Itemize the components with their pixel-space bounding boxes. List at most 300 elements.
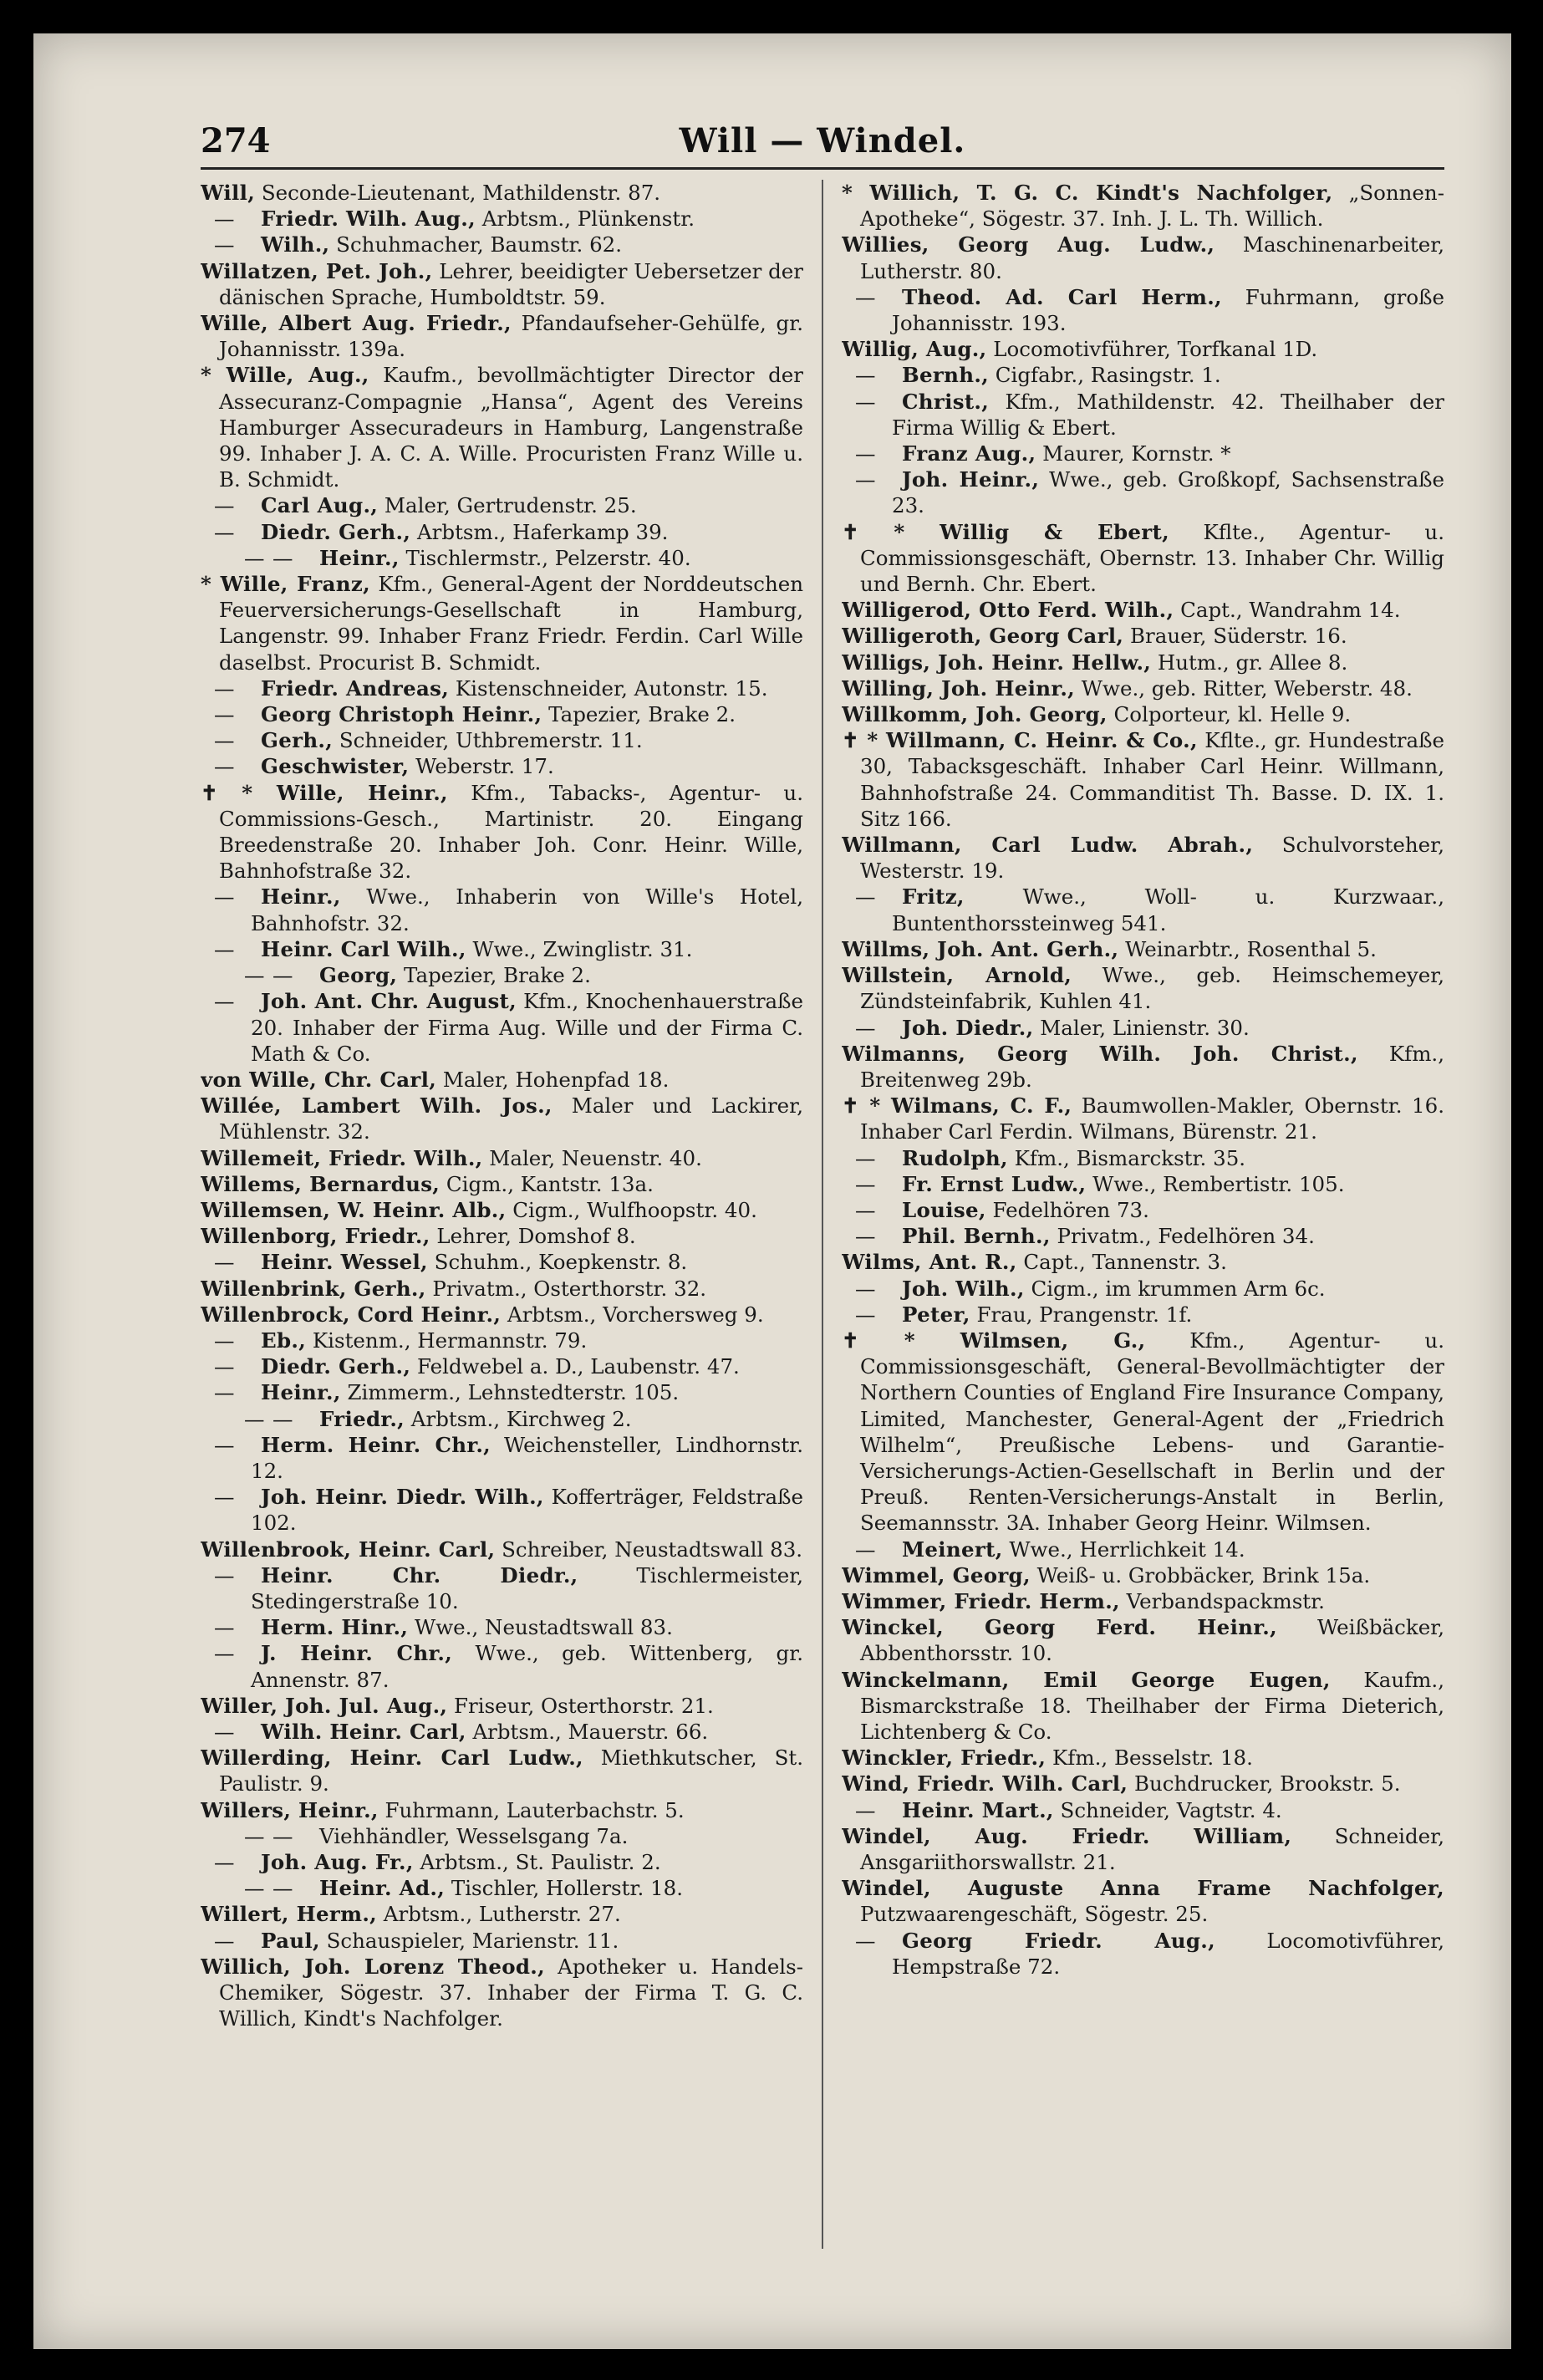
entry-details: Weinarbtr., Rosenthal 5. (1118, 936, 1377, 961)
entry-name: ✝ * Wilmans, C. F., (842, 1093, 1072, 1119)
ditto-dash: — (855, 467, 876, 492)
ditto-dash: — (214, 232, 235, 257)
ditto-dash: — (272, 1406, 293, 1431)
directory-entry (842, 441, 1444, 466)
ditto-dash: — (244, 1876, 265, 1901)
entry-details: Lehrer, Domshof 8. (430, 1224, 636, 1249)
directory-entry (842, 284, 1444, 336)
directory-entry (842, 1614, 1444, 1666)
directory-entry (201, 988, 803, 1067)
entry-name: Willenbrink, Gerh., (201, 1276, 426, 1301)
entry-name: * Willich, T. G. C. Kindt's Nachfolger, (842, 181, 1333, 205)
entry-details: Schulvorsteher, Westerstr. 19. (860, 833, 1444, 884)
entry-details: Arbtsm., Kirchweg 2. (405, 1406, 632, 1431)
ditto-dash: — (855, 389, 876, 414)
right-column (842, 180, 1444, 2249)
entry-name: Willigs, Joh. Heinr. Hellw., (842, 650, 1152, 675)
directory-entry (201, 1093, 803, 1144)
entry-name: Heinr. Ad., (319, 1876, 446, 1901)
ditto-dash: — (855, 1171, 876, 1196)
entry-details: Friseur, Osterthorstr. 21. (447, 1693, 714, 1718)
entry-name: Christ., (902, 389, 990, 414)
entry-details: Capt., Tannenstr. 3. (1016, 1250, 1227, 1275)
entry-details: Arbtsm., Lutherstr. 27. (377, 1902, 621, 1927)
directory-entry (842, 1197, 1444, 1223)
entry-details: Seconde-Lieutenant, Mathildenstr. 87. (255, 181, 661, 205)
entry-name: * Wille, Aug., (201, 363, 369, 388)
entry-name: Heinr. Mart., (902, 1797, 1054, 1822)
directory-entry (201, 571, 803, 675)
entry-details: Schuhm., Koepkenstr. 8. (427, 1250, 688, 1275)
entry-details: Tischlermstr., Pelzerstr. 40. (399, 545, 691, 570)
entry-name: Friedr., (319, 1406, 405, 1431)
directory-entry (842, 1823, 1444, 1875)
entry-details: Maler und Lackirer, Mühlenstr. 32. (219, 1093, 803, 1144)
entry-details: Kistenm., Hermannstr. 79. (306, 1328, 588, 1353)
entry-name: Wilmanns, Georg Wilh. Joh. Christ., (842, 1041, 1358, 1066)
directory-entry (201, 1484, 803, 1536)
directory-entry (201, 1302, 803, 1328)
entry-details: Arbtsm., Mauerstr. 66. (466, 1719, 709, 1744)
entry-details: Kfm., Tabacks-, Agentur- u. Commissions-Gesch., Martinistr. 20. Eingang Breedenstraße 20. Inhaber Joh. Conr. Heinr. Wille, Bahnhofstraße 32. (219, 780, 803, 884)
entry-name: Friedr. Andreas, (261, 675, 450, 701)
directory-entry (842, 1041, 1444, 1093)
entry-name: Theod. Ad. Carl Herm., (902, 284, 1222, 309)
entry-name: Georg Friedr. Aug., (902, 1928, 1215, 1953)
entry-details: Fuhrmann, Lauterbachstr. 5. (378, 1797, 685, 1822)
entry-name: Willigerod, Otto Ferd. Wilh., (842, 598, 1174, 623)
ditto-dash: — (214, 1250, 235, 1275)
entry-details: Frau, Prangenstr. 1f. (970, 1302, 1193, 1327)
entry-name: Bernh., (902, 363, 989, 388)
entry-details: Colporteur, kl. Helle 9. (1107, 702, 1352, 727)
entry-name: Windel, Auguste Anna Frame Nachfolger, (842, 1876, 1444, 1901)
directory-entry (201, 675, 803, 701)
directory-entry (201, 1562, 803, 1614)
entry-name: Wind, Friedr. Wilh. Carl, (842, 1771, 1128, 1796)
directory-entry (842, 1223, 1444, 1249)
entry-details: Kflte., Agentur- u. Commissionsgeschäft, Obernstr. 13. Inhaber Chr. Willig und Bernh. Chr. Ebert. (860, 519, 1444, 597)
directory-entry (201, 206, 803, 232)
ditto-dash: — (214, 1380, 235, 1405)
entry-details: Locomotivführer, Torfkanal 1D. (986, 337, 1318, 362)
entry-details: Kfm., Mathildenstr. 42. Theilhaber der Firma Willig & Ebert. (892, 389, 1444, 440)
ditto-dash: — (214, 754, 235, 779)
entry-details: Kfm., Besselstr. 18. (1046, 1746, 1253, 1771)
entry-details: Wwe., geb. Wittenberg, gr. Annenstr. 87. (251, 1641, 803, 1692)
entry-name: Herm. Hinr., (261, 1615, 409, 1640)
directory-entry (842, 1015, 1444, 1041)
ditto-dash: — (272, 1823, 293, 1848)
entry-name: Friedr. Wilh. Aug., (261, 206, 476, 232)
directory-entry (842, 1928, 1444, 1980)
entry-name: Wilms, Ant. R., (842, 1250, 1017, 1275)
directory-entry (842, 832, 1444, 884)
directory-entry (201, 1954, 803, 2032)
directory-entry (842, 1771, 1444, 1796)
entry-name: Georg Christoph Heinr., (261, 702, 542, 727)
directory-entry (201, 1276, 803, 1302)
entry-name: Joh. Ant. Chr. August, (261, 989, 517, 1014)
left-column (201, 180, 803, 2249)
entry-name: Heinr., (319, 545, 400, 570)
entry-details: Zimmerm., Lehnstedterstr. 105. (340, 1380, 680, 1405)
entry-name: ✝ * Wilmsen, G., (842, 1328, 1146, 1353)
entry-details: Kfm., Breitenweg 29b. (860, 1041, 1444, 1092)
entry-details: Cigm., im krummen Arm 6c. (1024, 1276, 1326, 1301)
ditto-dash: — (272, 545, 293, 570)
directory-entry (201, 519, 803, 545)
directory-entry (842, 1562, 1444, 1588)
directory-entry (201, 492, 803, 518)
entry-name: Franz Aug., (902, 441, 1036, 466)
entry-details: Cigm., Wulfhoopstr. 40. (506, 1197, 757, 1222)
entry-name: Wilh., (261, 232, 330, 257)
entry-details: Schneider, Vagtstr. 4. (1053, 1797, 1282, 1822)
entry-details: Lehrer, beeidigter Uebersetzer der dänischen Sprache, Humboldtstr. 59. (219, 258, 803, 309)
entry-name: ✝ * Willmann, C. Heinr. & Co., (842, 728, 1198, 753)
directory-entry (201, 1171, 803, 1197)
entry-name: Heinr. Chr. Diedr., (261, 1562, 578, 1588)
entry-name: Georg, (319, 963, 398, 988)
ditto-dash: — (214, 1928, 235, 1953)
entry-name: Diedr. Gerh., (261, 519, 411, 544)
entry-details: Schneider, Ansgariithorswallstr. 21. (860, 1823, 1444, 1874)
ditto-dash: — (855, 363, 876, 388)
ditto-dash: — (214, 1328, 235, 1353)
entry-details: Kaufm., bevollmächtigter Director der Assecuranz-Compagnie „Hansa“, Agent des Vereins Hamburger Assecuradeurs in Hamburg, Langenstraße 99. Inhaber J. A. C. A. Wille. Procuristen Franz Wille u. B. Schmidt. (219, 363, 803, 492)
entry-name: ✝ * Wille, Heinr., (201, 780, 448, 805)
entry-name: Willenborg, Friedr., (201, 1224, 430, 1249)
directory-entry (201, 1223, 803, 1249)
directory-entry (201, 1249, 803, 1275)
entry-name: Joh. Diedr., (902, 1015, 1034, 1040)
ditto-dash: — (855, 441, 876, 466)
ditto-dash: — (855, 1145, 876, 1170)
entry-details: Kfm., Bismarckstr. 35. (1007, 1145, 1246, 1170)
directory-entry (201, 727, 803, 753)
entry-details: Privatm., Osterthorstr. 32. (425, 1276, 707, 1301)
entry-details: Wwe., Inhaberin von Wille's Hotel, Bahnhofstr. 32. (251, 884, 803, 935)
directory-entry (201, 1067, 803, 1093)
ditto-dash: — (272, 1876, 293, 1901)
entry-details: Arbtsm., Vorchersweg 9. (501, 1302, 764, 1327)
directory-entry (842, 597, 1444, 623)
directory-entry (842, 650, 1444, 675)
directory-entry (842, 180, 1444, 232)
entry-name: Louise, (902, 1197, 986, 1222)
directory-entry (842, 1145, 1444, 1171)
running-title: Will — Windel. (679, 121, 966, 161)
entry-details: Weißbäcker, Abbenthorsstr. 10. (860, 1615, 1444, 1666)
entry-name: Rudolph, (902, 1145, 1008, 1170)
directory-entry (201, 1379, 803, 1405)
entry-details: Schneider, Uthbremerstr. 11. (333, 728, 643, 753)
entry-name: Willer, Joh. Jul. Aug., (201, 1693, 448, 1718)
directory-entry (842, 884, 1444, 935)
ditto-dash: — (214, 1562, 235, 1588)
entry-details: Miethkutscher, St. Paulistr. 9. (219, 1746, 803, 1796)
ditto-dash: — (855, 884, 876, 910)
entry-details: Weberstr. 17. (409, 754, 554, 779)
entry-details: Verbandspackmstr. (1119, 1588, 1325, 1613)
ditto-dash: — (214, 206, 235, 232)
directory-entry (201, 1928, 803, 1954)
directory-entry (201, 1849, 803, 1875)
directory-entry (842, 1171, 1444, 1197)
entry-details: Tapezier, Brake 2. (397, 963, 591, 988)
directory-entry (201, 310, 803, 362)
directory-entry (842, 466, 1444, 518)
directory-entry (201, 962, 803, 988)
directory-entry (842, 1797, 1444, 1823)
entry-name: J. Heinr. Chr., (261, 1641, 453, 1666)
entry-name: Willich, Joh. Lorenz Theod., (201, 1954, 545, 1979)
directory-entry (201, 780, 803, 884)
ditto-dash: — (214, 1432, 235, 1457)
ditto-dash: — (244, 1406, 265, 1431)
entry-details: Brauer, Süderstr. 16. (1123, 624, 1347, 649)
entry-name: Willig, Aug., (842, 337, 987, 362)
entry-details: Putzwaarengeschäft, Sögestr. 25. (860, 1902, 1209, 1927)
entry-name: Heinr., (261, 1380, 341, 1405)
ditto-dash: — (855, 284, 876, 309)
entry-details: Locomotivführer, Hempstraße 72. (892, 1928, 1444, 1979)
entry-name: Windel, Aug. Friedr. William, (842, 1823, 1292, 1848)
ditto-dash: — (272, 963, 293, 988)
directory-entry (201, 180, 803, 206)
entry-name: Willenbrock, Cord Heinr., (201, 1302, 502, 1327)
entry-name: Wille, Albert Aug. Friedr., (201, 311, 512, 336)
ditto-dash: — (855, 1276, 876, 1301)
directory-entry (842, 1745, 1444, 1771)
ditto-dash: — (214, 1719, 235, 1744)
entry-name: Willerding, Heinr. Carl Ludw., (201, 1746, 583, 1771)
entry-name: Geschwister, (261, 754, 410, 779)
entry-name: Willing, Joh. Heinr., (842, 675, 1075, 701)
entry-details: Kistenschneider, Autonstr. 15. (449, 675, 768, 701)
directory-entry (842, 1875, 1444, 1927)
entry-name: Willstein, Arnold, (842, 963, 1072, 988)
directory-columns (201, 180, 1444, 2249)
entry-name: Willée, Lambert Wilh. Jos., (201, 1093, 553, 1119)
entry-name: Heinr. Wessel, (261, 1250, 428, 1275)
entry-details: Wwe., Woll- u. Kurzwaar., Buntenthorssteinweg 541. (892, 884, 1444, 935)
directory-entry (842, 1249, 1444, 1275)
entry-name: Winckler, Friedr., (842, 1746, 1046, 1771)
directory-entry (842, 1093, 1444, 1144)
directory-entry (201, 362, 803, 492)
entry-name: Meinert, (902, 1537, 1003, 1562)
directory-entry (201, 1719, 803, 1745)
entry-name: Willems, Bernardus, (201, 1171, 440, 1196)
entry-name: Paul, (261, 1928, 320, 1953)
entry-name: Joh. Heinr. Diedr. Wilh., (261, 1485, 544, 1510)
directory-entry (201, 232, 803, 257)
directory-entry (201, 1875, 803, 1901)
entry-name: Herm. Heinr. Chr., (261, 1432, 491, 1457)
entry-name: Willatzen, Pet. Joh., (201, 258, 433, 283)
directory-entry (201, 1145, 803, 1171)
entry-details: Kfm., Knochenhauerstraße 20. Inhaber der Firma Aug. Wille und der Firma C. Math & Co. (251, 989, 803, 1066)
ditto-dash: — (855, 1537, 876, 1562)
entry-name: Willers, Heinr., (201, 1797, 379, 1822)
ditto-dash: — (244, 963, 265, 988)
entry-name: Willigeroth, Georg Carl, (842, 624, 1124, 649)
directory-entry (201, 1614, 803, 1640)
entry-details: Fedelhören 73. (985, 1197, 1149, 1222)
entry-details: Feldwebel a. D., Laubenstr. 47. (410, 1354, 740, 1379)
entry-details: Wwe., Rembertistr. 105. (1086, 1171, 1345, 1196)
directory-entry (201, 1823, 803, 1849)
directory-page (33, 33, 1511, 2349)
entry-name: Willms, Joh. Ant. Gerh., (842, 936, 1119, 961)
ditto-dash: — (214, 1850, 235, 1874)
ditto-dash: — (214, 1485, 235, 1510)
entry-details: Schuhmacher, Baumstr. 62. (329, 232, 623, 257)
directory-entry (201, 1406, 803, 1432)
entry-details: Schauspieler, Marienstr. 11. (319, 1928, 619, 1953)
entry-name: Diedr. Gerh., (261, 1354, 411, 1379)
ditto-dash: — (214, 936, 235, 961)
entry-name: Joh. Aug. Fr., (261, 1850, 414, 1874)
directory-entry (842, 1667, 1444, 1746)
entry-name: Willemeit, Friedr. Wilh., (201, 1145, 483, 1170)
ditto-dash: — (214, 989, 235, 1014)
directory-entry (201, 936, 803, 962)
ditto-dash: — (214, 884, 235, 910)
entry-details: Kfm., General-Agent der Norddeutschen Feuerversicherungs-Gesellschaft in Hamburg, Langenstr. 99. Inhaber Franz Friedr. Ferdin. Carl Wille daselbst. Procurist B. Schmidt. (219, 572, 803, 675)
entry-name: Willert, Herm., (201, 1902, 378, 1927)
entry-details: Tapezier, Brake 2. (542, 702, 736, 727)
entry-name: Willies, Georg Aug. Ludw., (842, 232, 1215, 257)
directory-entry (842, 362, 1444, 388)
directory-entry (201, 1328, 803, 1353)
directory-entry (842, 336, 1444, 362)
entry-name: Will, (201, 181, 256, 205)
entry-details: Cigfabr., Rasingstr. 1. (989, 363, 1221, 388)
directory-entry (842, 1302, 1444, 1328)
entry-name: Fr. Ernst Ludw., (902, 1171, 1087, 1196)
entry-details: Wwe., Herrlichkeit 14. (1002, 1537, 1245, 1562)
directory-entry (201, 1197, 803, 1223)
directory-entry (842, 727, 1444, 832)
ditto-dash: — (855, 1224, 876, 1249)
ditto-dash: — (214, 1615, 235, 1640)
entry-name: Eb., (261, 1328, 307, 1353)
entry-details: Maler, Gertrudenstr. 25. (378, 493, 637, 518)
ditto-dash: — (855, 1197, 876, 1222)
entry-details: Tischler, Hollerstr. 18. (445, 1876, 684, 1901)
entry-details: Wwe., geb. Ritter, Weberstr. 48. (1075, 675, 1413, 701)
entry-name: Wilh. Heinr. Carl, (261, 1719, 466, 1744)
directory-entry (842, 675, 1444, 701)
entry-name: Gerh., (261, 728, 334, 753)
entry-details: Hutm., gr. Allee 8. (1151, 650, 1348, 675)
column-divider (822, 180, 823, 2249)
entry-name: Wimmer, Friedr. Herm., (842, 1588, 1120, 1613)
directory-entry (842, 1328, 1444, 1537)
ditto-dash: — (214, 728, 235, 753)
entry-name: Carl Aug., (261, 493, 379, 518)
entry-name: Winckelmann, Emil George Eugen, (842, 1667, 1331, 1692)
entry-details: Wwe., Neustadtswall 83. (408, 1615, 673, 1640)
entry-details: Privatm., Fedelhören 34. (1050, 1224, 1315, 1249)
entry-details: Weichensteller, Lindhornstr. 12. (251, 1432, 803, 1483)
entry-name: Willemsen, W. Heinr. Alb., (201, 1197, 507, 1222)
entry-details: Kaufm., Bismarckstraße 18. Theilhaber der Firma Dieterich, Lichtenberg & Co. (860, 1667, 1444, 1744)
ditto-dash: — (214, 1641, 235, 1666)
entry-name: Wimmel, Georg, (842, 1562, 1031, 1588)
directory-entry (201, 1537, 803, 1562)
entry-details: Cigm., Kantstr. 13a. (440, 1171, 654, 1196)
entry-name: Joh. Wilh., (902, 1276, 1025, 1301)
entry-details: Maurer, Kornstr. * (1036, 441, 1231, 466)
directory-entry (201, 1797, 803, 1823)
directory-entry (842, 1276, 1444, 1302)
entry-details: Arbtsm., St. Paulistr. 2. (413, 1850, 661, 1874)
directory-entry (842, 623, 1444, 649)
directory-entry (842, 962, 1444, 1014)
directory-entry (201, 1693, 803, 1719)
entry-details: Maler, Neuenstr. 40. (482, 1145, 702, 1170)
entry-name: Phil. Bernh., (902, 1224, 1051, 1249)
entry-details: Baumwollen-Makler, Obernstr. 16. Inhaber Carl Ferdin. Wilmans, Bürenstr. 21. (860, 1093, 1444, 1144)
entry-name: Joh. Heinr., (902, 467, 1040, 492)
ditto-dash: — (214, 519, 235, 544)
entry-name: Willkomm, Joh. Georg, (842, 702, 1108, 727)
entry-details: Weiß- u. Grobbäcker, Brink 15a. (1030, 1562, 1371, 1588)
entry-name: Heinr., (261, 884, 341, 910)
entry-details: Tischlermeister, Stedingerstraße 10. (251, 1562, 803, 1613)
directory-entry (842, 389, 1444, 441)
entry-details: Kflte., gr. Hundestraße 30, Tabacksgeschäft. Inhaber Carl Heinr. Willmann, Bahnhofstraße 24. Commanditist Th. Basse. D. IX. 1. Sitz 166. (860, 728, 1444, 831)
entry-details: Schreiber, Neustadtswall 83. (495, 1537, 803, 1562)
directory-entry (201, 1640, 803, 1692)
entry-name: Winckel, Georg Ferd. Heinr., (842, 1615, 1277, 1640)
entry-details: Maler, Linienstr. 30. (1033, 1015, 1250, 1040)
entry-name: Peter, (902, 1302, 970, 1327)
ditto-dash: — (214, 675, 235, 701)
entry-details: Wwe., geb. Großkopf, Sachsenstraße 23. (892, 467, 1444, 518)
entry-details: Buchdrucker, Brookstr. 5. (1128, 1771, 1401, 1796)
entry-details: Arbtsm., Plünkenstr. (475, 206, 695, 232)
ditto-dash: — (244, 545, 265, 570)
ditto-dash: — (214, 1354, 235, 1379)
entry-details: Maschinenarbeiter, Lutherstr. 80. (860, 232, 1444, 283)
directory-entry (201, 1745, 803, 1796)
directory-entry (201, 545, 803, 571)
entry-details: Viehhändler, Wesselsgang 7a. (319, 1823, 629, 1848)
directory-entry (842, 232, 1444, 283)
entry-details: Wwe., geb. Heimschemeyer, Zündsteinfabrik, Kuhlen 41. (860, 963, 1444, 1014)
entry-details: Kfm., Agentur- u. Commissionsgeschäft, General-Bevollmächtigter der Northern Counties of England Fire Insurance Company, Limited, Manchester, General-Agent der „Friedrich Wilhelm“, Preußische Lebens- und Garantie-Versicherungs-Actien-Gesellschaft in Berlin und der Preuß. Renten-Versicherungs-Anstalt in Berlin, Seemannsstr. 3A. Inhaber Georg Heinr. Wilmsen. (860, 1328, 1444, 1536)
entry-details: Pfandaufseher-Gehülfe, gr. Johannisstr. 139a. (219, 311, 803, 362)
directory-entry (201, 884, 803, 935)
entry-details: Apotheker u. Handels-Chemiker, Sögestr. 37. Inhaber der Firma T. G. C. Willich, Kindt's Nachfolger. (219, 1954, 803, 2031)
ditto-dash: — (244, 1823, 265, 1848)
directory-entry (201, 1901, 803, 1927)
entry-name: Willmann, Carl Ludw. Abrah., (842, 833, 1254, 858)
ditto-dash: — (855, 1797, 876, 1822)
entry-name: Fritz, (902, 884, 965, 910)
entry-details: Capt., Wandrahm 14. (1174, 598, 1401, 623)
directory-entry (842, 701, 1444, 727)
directory-entry (842, 1588, 1444, 1614)
entry-details: „Sonnen-Apotheke“, Sögestr. 37. Inh. J. L. Th. Willich. (860, 181, 1444, 232)
entry-name: von Wille, Chr. Carl, (201, 1067, 437, 1092)
entry-details: Wwe., Zwinglistr. 31. (466, 936, 693, 961)
